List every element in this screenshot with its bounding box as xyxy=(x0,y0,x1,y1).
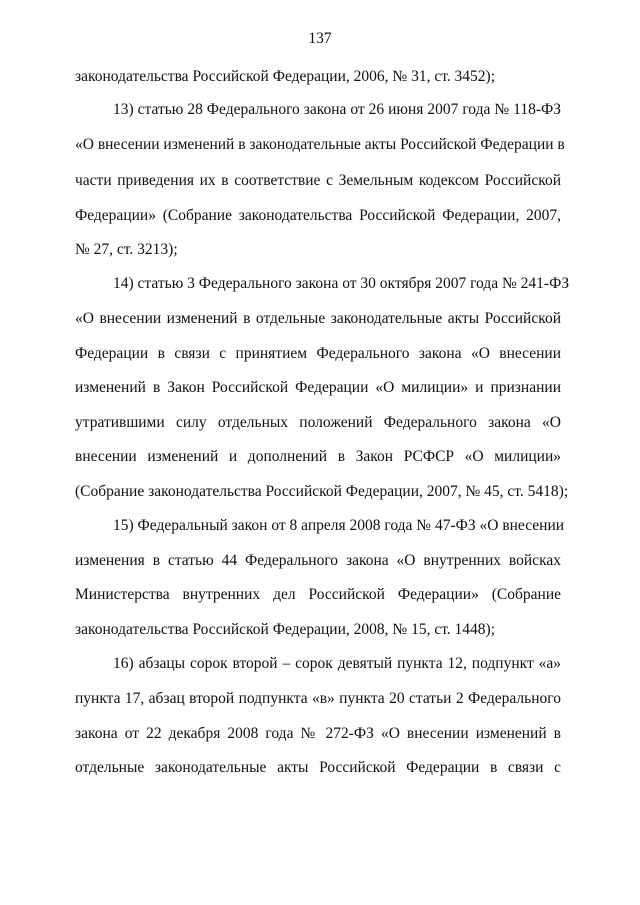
text-line: пункта 17, абзац второй подпункта «в» пункта 20 статьи 2 Федерального xyxy=(75,690,561,707)
text-line: № 27, ст. 3213); xyxy=(75,241,178,258)
text-line: 15) Федеральный закон от 8 апреля 2008 года № 47-ФЗ «О внесении xyxy=(113,517,565,534)
text-line: Федерации» (Собрание законодательства Российской Федерации, 2007, xyxy=(75,207,561,224)
text-line: 16) абзацы сорок второй – сорок девятый пункта 12, подпункт «а» xyxy=(113,655,561,672)
text-line: закона от 22 декабря 2008 года № 272-ФЗ «О внесении изменений в xyxy=(75,725,561,742)
text-line: законодательства Российской Федерации, 2008, № 15, ст. 1448); xyxy=(75,621,496,638)
text-line: Министерства внутренних дел Российской Федерации» (Собрание xyxy=(75,586,561,603)
text-line: внесении изменений и дополнений в Закон РСФСР «О милиции» xyxy=(75,448,561,465)
text-line: изменений в Закон Российской Федерации «О милиции» и признании xyxy=(75,379,561,396)
text-line: утратившими силу отдельных положений Федерального закона «О xyxy=(75,414,561,431)
text-line: части приведения их в соответствие с Земельным кодексом Российской xyxy=(75,172,561,189)
text-line: «О внесении изменений в отдельные законодательные акты Российской xyxy=(75,310,561,327)
page-number: 137 xyxy=(308,30,332,47)
text-line: «О внесении изменений в законодательные акты Российской Федерации в xyxy=(75,136,565,153)
text-line: 14) статью 3 Федерального закона от 30 октября 2007 года № 241-ФЗ xyxy=(113,275,570,292)
text-line: (Собрание законодательства Российской Федерации, 2007, № 45, ст. 5418); xyxy=(75,483,569,500)
text-line: 13) статью 28 Федерального закона от 26 июня 2007 года № 118-ФЗ xyxy=(113,101,561,118)
text-line: законодательства Российской Федерации, 2006, № 31, ст. 3452); xyxy=(75,68,496,85)
text-line: Федерации в связи с принятием Федерального закона «О внесении xyxy=(75,345,561,362)
text-line: изменения в статью 44 Федерального закона «О внутренних войсках xyxy=(75,552,561,569)
text-line: отдельные законодательные акты Российской Федерации в связи с xyxy=(75,759,561,776)
